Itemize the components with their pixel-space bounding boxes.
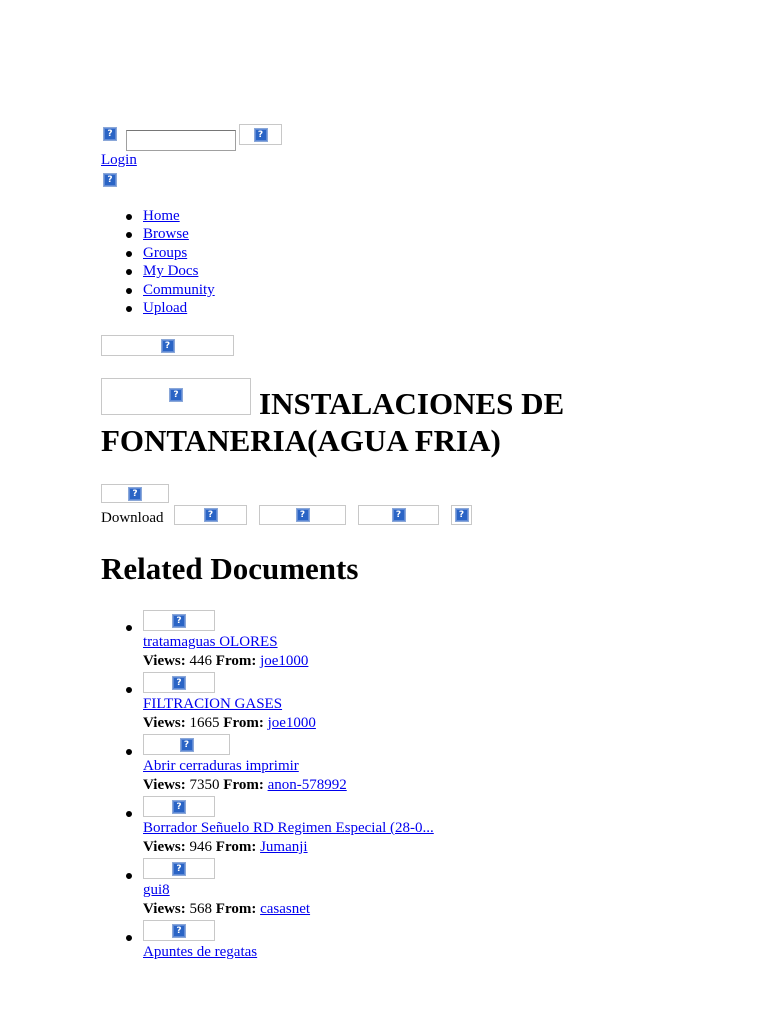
bullet: [126, 935, 132, 941]
views-label: Views:: [143, 715, 186, 731]
bullet: [126, 749, 132, 755]
more-button[interactable]: [451, 505, 472, 525]
search-button[interactable]: [239, 124, 282, 145]
list-item: [126, 858, 686, 920]
author-link[interactable]: casasnet: [260, 901, 311, 917]
doc-thumbnail[interactable]: [143, 858, 215, 879]
doc-title-link[interactable]: Apuntes de regatas: [143, 944, 258, 960]
related-documents-heading: Related Documents: [101, 551, 359, 586]
toolbar-broken-image-icon: ?: [128, 487, 142, 501]
account-broken-image-icon[interactable]: ?: [103, 173, 117, 187]
nav-link-community[interactable]: Community: [143, 282, 215, 298]
bullet: [126, 214, 132, 220]
nav-link-groups[interactable]: Groups: [143, 245, 188, 261]
doc-thumbnail[interactable]: [143, 734, 230, 755]
share-button[interactable]: [174, 505, 247, 525]
doc-broken-image-icon: ?: [172, 800, 186, 814]
doc-meta: [143, 839, 308, 856]
list-item: [126, 672, 686, 734]
views-count: 446: [189, 653, 213, 669]
search-broken-image-icon: ?: [254, 128, 268, 142]
bullet: [126, 269, 132, 275]
doc-thumbnail[interactable]: [143, 796, 215, 817]
from-label: From:: [223, 777, 264, 793]
list-item: [126, 734, 686, 796]
nav-link-home[interactable]: Home: [143, 208, 180, 224]
author-link[interactable]: joe1000: [260, 653, 309, 669]
views-label: Views:: [143, 901, 186, 917]
from-label: From:: [215, 653, 257, 669]
doc-thumbnail[interactable]: [143, 920, 215, 941]
search-input[interactable]: [126, 130, 236, 151]
login-link[interactable]: Login: [101, 152, 137, 168]
from-label: From:: [223, 715, 264, 731]
page-title-block: [101, 385, 661, 459]
doc-title-link[interactable]: FILTRACION GASES: [143, 696, 283, 712]
author-link[interactable]: Jumanji: [260, 839, 308, 855]
doc-broken-image-icon: ?: [172, 924, 186, 938]
doc-broken-image-icon: ?: [172, 676, 186, 690]
list-item: [126, 920, 686, 968]
views-label: Views:: [143, 777, 186, 793]
doc-broken-image-icon: ?: [180, 738, 194, 752]
more-broken-image-icon: ?: [455, 508, 469, 522]
bullet: [126, 232, 132, 238]
bullet: [126, 625, 132, 631]
views-count: 1665: [189, 715, 220, 731]
author-link[interactable]: anon-578992: [267, 777, 347, 793]
doc-title-link[interactable]: Abrir cerraduras imprimir: [143, 758, 299, 774]
views-count: 568: [189, 901, 213, 917]
doc-meta: [143, 777, 347, 794]
views-label: Views:: [143, 839, 186, 855]
banner-broken-image-icon: ?: [161, 339, 175, 353]
doc-title-link[interactable]: gui8: [143, 882, 170, 898]
print-broken-image-icon: ?: [392, 508, 406, 522]
list-item: [126, 796, 686, 858]
from-label: From:: [215, 901, 257, 917]
toolbar-button[interactable]: [101, 484, 169, 503]
doc-thumbnail[interactable]: [143, 672, 215, 693]
doc-meta: [143, 901, 310, 918]
embed-broken-image-icon: ?: [296, 508, 310, 522]
bullet: [126, 251, 132, 257]
list-item: [126, 610, 686, 672]
doc-thumbnail[interactable]: [143, 610, 215, 631]
doc-broken-image-icon: ?: [172, 614, 186, 628]
logo-broken-image-icon: ?: [103, 127, 117, 141]
nav-link-my-docs[interactable]: My Docs: [143, 263, 199, 279]
author-link[interactable]: joe1000: [267, 715, 316, 731]
banner-image[interactable]: [101, 335, 234, 356]
views-count: 7350: [189, 777, 220, 793]
bullet: [126, 873, 132, 879]
doc-broken-image-icon: ?: [172, 862, 186, 876]
download-label[interactable]: Download: [101, 510, 164, 526]
doc-title-link[interactable]: Borrador Señuelo RD Regimen Especial (28-0...: [143, 820, 434, 836]
nav-link-upload[interactable]: Upload: [143, 300, 188, 316]
bullet: [126, 288, 132, 294]
doc-meta: [143, 653, 308, 670]
nav-link-browse[interactable]: Browse: [143, 226, 189, 242]
doc-meta: [143, 715, 316, 732]
embed-button[interactable]: [259, 505, 346, 525]
bullet: [126, 811, 132, 817]
views-count: 946: [189, 839, 213, 855]
share-broken-image-icon: ?: [204, 508, 218, 522]
from-label: From:: [215, 839, 257, 855]
thumbnail-broken-image-icon: ?: [169, 388, 183, 402]
page-title: INSTALACIONES DE FONTANERIA(AGUA FRIA): [101, 386, 565, 458]
views-label: Views:: [143, 653, 186, 669]
doc-title-link[interactable]: tratamaguas OLORES: [143, 634, 278, 650]
bullet: [126, 687, 132, 693]
print-button[interactable]: [358, 505, 439, 525]
bullet: [126, 306, 132, 312]
